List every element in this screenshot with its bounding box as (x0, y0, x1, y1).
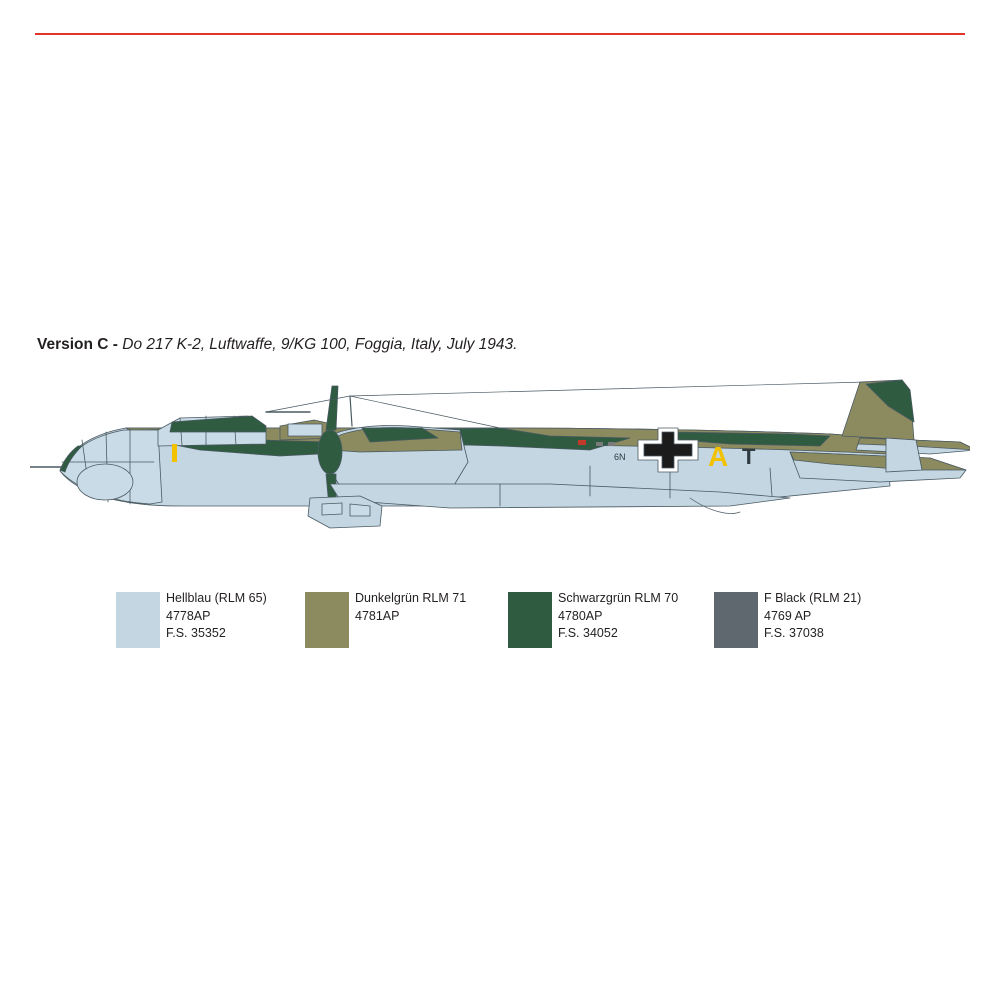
color-legend (116, 592, 916, 658)
legend-item (305, 592, 505, 658)
antenna-wire-2 (350, 396, 500, 428)
color-fs: F.S. 37038 (764, 626, 824, 640)
color-swatch (714, 592, 758, 648)
small-marking-1 (578, 440, 586, 445)
spinner (318, 430, 342, 474)
gondola-window-1 (322, 503, 342, 515)
aircraft-side-profile (30, 366, 970, 566)
color-code: 4778AP (166, 608, 211, 623)
color-swatch (305, 592, 349, 648)
legend-item (116, 592, 316, 658)
nose-blister (77, 464, 133, 500)
small-marking-2 (596, 442, 603, 446)
color-swatch (116, 592, 160, 648)
gondola-window-2 (350, 504, 370, 516)
color-fs: F.S. 34052 (558, 626, 618, 640)
color-code: 4780AP (558, 608, 603, 623)
color-name: F Black (RLM 21) (764, 591, 862, 605)
color-code: 4781AP (355, 608, 400, 623)
legend-item (714, 592, 914, 658)
header-rule (35, 33, 965, 35)
small-marking-3 (608, 442, 615, 446)
color-name: Schwarzgrün RLM 70 (558, 591, 679, 605)
version-label: Version C - (37, 336, 118, 353)
legend-item (508, 592, 708, 658)
dorsal-turret-glass (288, 424, 322, 436)
nose-yellow-marking (172, 444, 177, 462)
version-caption (37, 336, 517, 354)
color-name: Hellblau (RLM 65) (166, 591, 267, 605)
color-name: Dunkelgrün RLM 71 (355, 591, 467, 605)
propeller-blade-up (326, 386, 338, 430)
version-description: Do 217 K-2, Luftwaffe, 9/KG 100, Foggia, Italy, July 1943. (122, 336, 518, 353)
rear-fuselage-taper (886, 438, 922, 472)
tail-letter-t: T (742, 444, 756, 469)
color-code: 4769 AP (764, 608, 812, 623)
fuselage-code-text: 6N (614, 452, 626, 462)
ventral-gondola (308, 496, 382, 528)
color-fs: F.S. 35352 (166, 626, 226, 640)
color-swatch (508, 592, 552, 648)
code-letter-a: A (708, 441, 729, 472)
antenna-mast (350, 396, 352, 426)
